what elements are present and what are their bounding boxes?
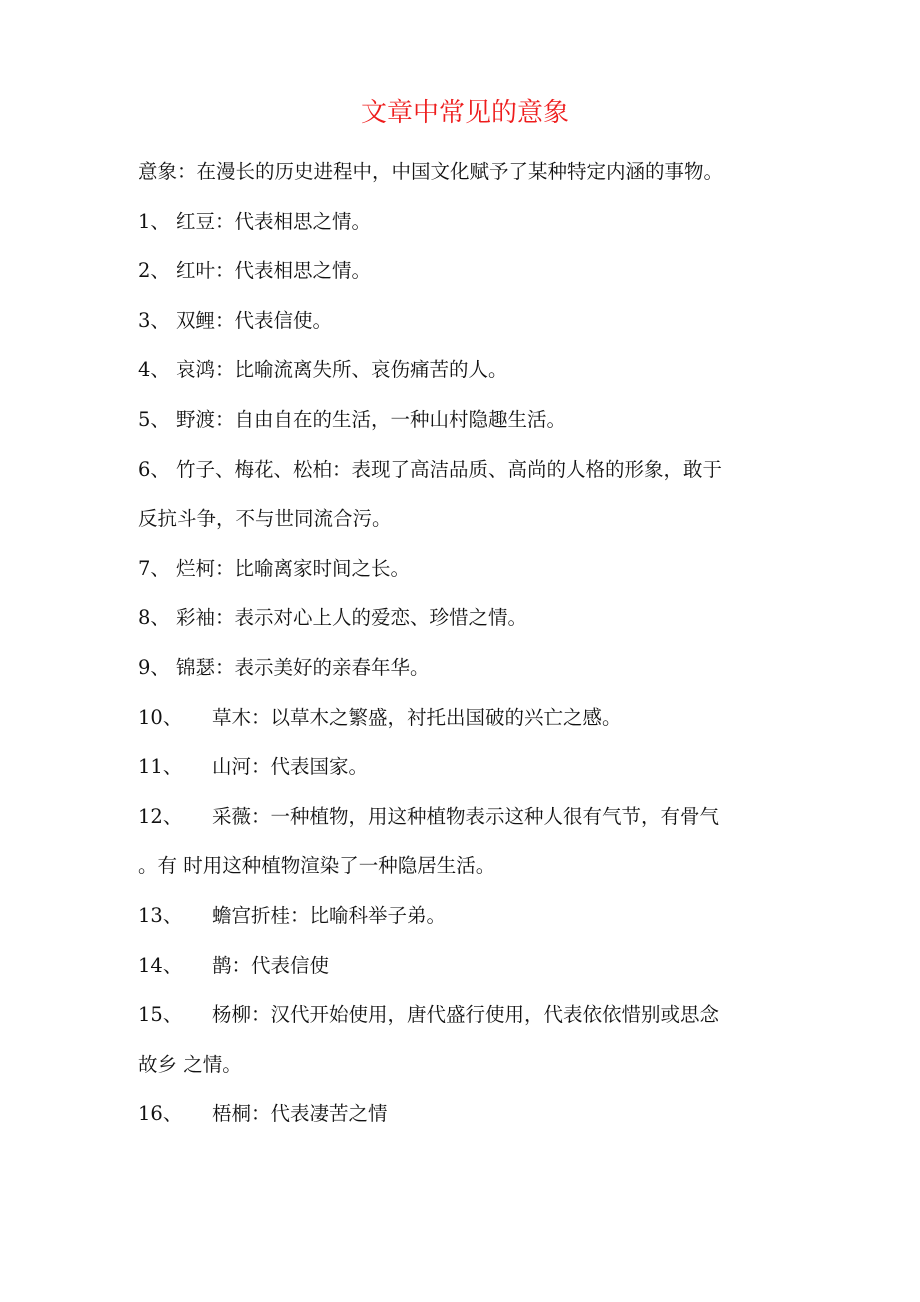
item-number: 14、: [138, 953, 183, 977]
list-item: [138, 258, 371, 284]
list-item: [138, 457, 722, 483]
item-number: 8、: [138, 606, 170, 630]
item-text: 竹子、梅花、松柏：表现了高洁品质、高尚的人格的形象，敢于: [176, 457, 723, 481]
item-text: 蟾宫折桂：比喻科举子弟。: [212, 904, 447, 927]
item-number: 7、: [138, 556, 170, 580]
item-text: 草木：以草木之繁盛，衬托出国破的兴亡之感。: [212, 705, 622, 729]
list-item: [138, 705, 622, 731]
list-item: [138, 1101, 388, 1127]
list-item: [138, 655, 430, 681]
item-number: 6、: [138, 457, 170, 481]
item-number: 13、: [138, 904, 183, 927]
item-number: 3、: [138, 308, 170, 332]
item-text-continued: 。有 时用这种植物渲染了一种隐居生活。: [138, 854, 496, 878]
item-number: 12、: [138, 804, 183, 828]
item-number: 10、: [138, 705, 183, 729]
list-item: [138, 1002, 719, 1028]
item-text: 红豆：代表相思之情。: [176, 209, 372, 233]
item-number: 4、: [138, 358, 170, 382]
list-item: [138, 407, 566, 433]
list-item: [138, 209, 371, 235]
item-text: 山河：代表国家。: [212, 755, 369, 779]
item-number: 15、: [138, 1003, 183, 1027]
list-item: [138, 804, 719, 830]
item-text: 杨柳：汉代开始使用，唐代盛行使用，代表依依惜别或思念: [212, 1003, 720, 1027]
item-text: 红叶：代表相思之情。: [176, 259, 372, 283]
list-item: [138, 605, 527, 631]
list-item: [138, 953, 329, 979]
item-text: 梧桐：代表凄苦之情: [212, 1102, 388, 1126]
item-number: 9、: [138, 656, 170, 679]
item-text-continued: 故乡 之情。: [138, 1052, 242, 1076]
item-text: 采薇：一种植物，用这种植物表示这种人很有气节，有骨气: [212, 804, 720, 828]
item-text: 哀鸿：比喻流离失所、哀伤痛苦的人。: [176, 358, 508, 382]
item-text: 彩袖：表示对心上人的爱恋、珍惜之情。: [176, 606, 528, 630]
item-number: 5、: [138, 408, 170, 431]
item-text: 鹊：代表信使: [212, 953, 330, 977]
item-number: 16、: [138, 1102, 183, 1126]
item-text: 双鲤：代表信使。: [176, 308, 333, 332]
item-text: 锦瑟：表示美好的亲春年华。: [176, 656, 430, 679]
intro-paragraph: 意象：在漫长的历史进程中，中国文化赋予了某种特定内涵的事物。: [138, 160, 724, 183]
item-number: 1、: [138, 209, 170, 233]
list-item: [138, 357, 508, 383]
list-item: [138, 308, 332, 334]
list-item: [138, 556, 410, 582]
item-number: 2、: [138, 259, 170, 283]
item-text: 烂柯：比喻离家时间之长。: [176, 556, 411, 580]
item-text-continued: 反抗斗争，不与世同流合污。: [138, 507, 392, 531]
item-text: 野渡：自由自在的生活，一种山村隐趣生活。: [176, 408, 567, 431]
list-item: [138, 903, 446, 929]
document-title: 文章中常见的意象: [360, 98, 569, 128]
list-item: [138, 754, 368, 780]
item-number: 11、: [138, 755, 183, 779]
